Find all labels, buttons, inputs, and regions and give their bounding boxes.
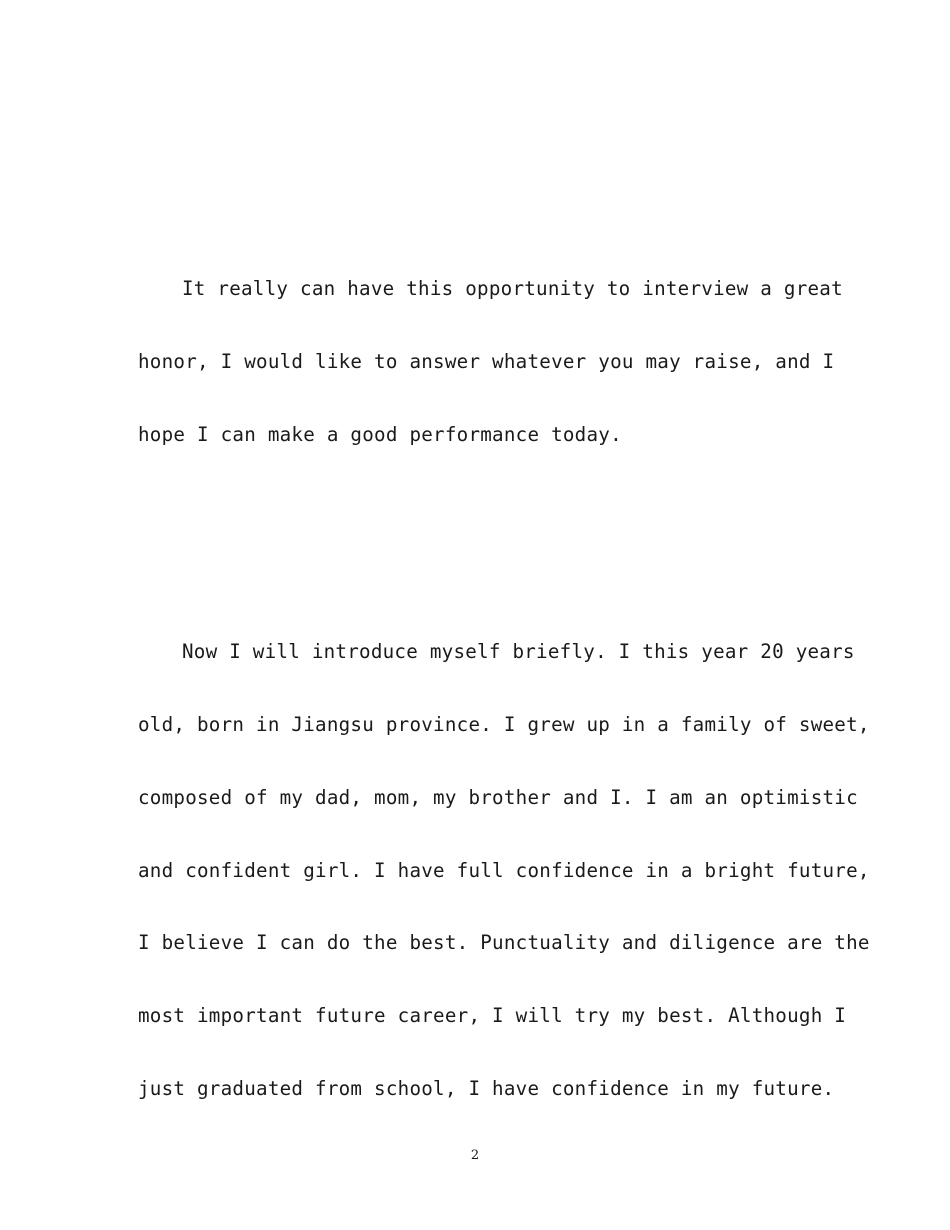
text-line: I believe I can do the best. Punctuality and diligence are the <box>138 931 870 954</box>
page-number: 2 <box>470 1148 480 1163</box>
text-line: It really can have this opportunity to interview a great <box>182 277 843 300</box>
text-line: composed of my dad, mom, my brother and I. I am an optimistic <box>138 786 858 809</box>
text-line: just graduated from school, I have confidence in my future. <box>138 1077 835 1100</box>
text-line: and confident girl. I have full confidence in a bright future, <box>138 859 870 882</box>
text-line: most important future career, I will try my best. Although I <box>138 1004 847 1027</box>
text-line: hope I can make a good performance today. <box>138 423 622 446</box>
text-line: honor, I would like to answer whatever you may raise, and I <box>138 350 835 373</box>
text-line: old, born in Jiangsu province. I grew up in a family of sweet, <box>138 713 870 736</box>
text-line: Now I will introduce myself briefly. I this year 20 years <box>182 640 855 663</box>
